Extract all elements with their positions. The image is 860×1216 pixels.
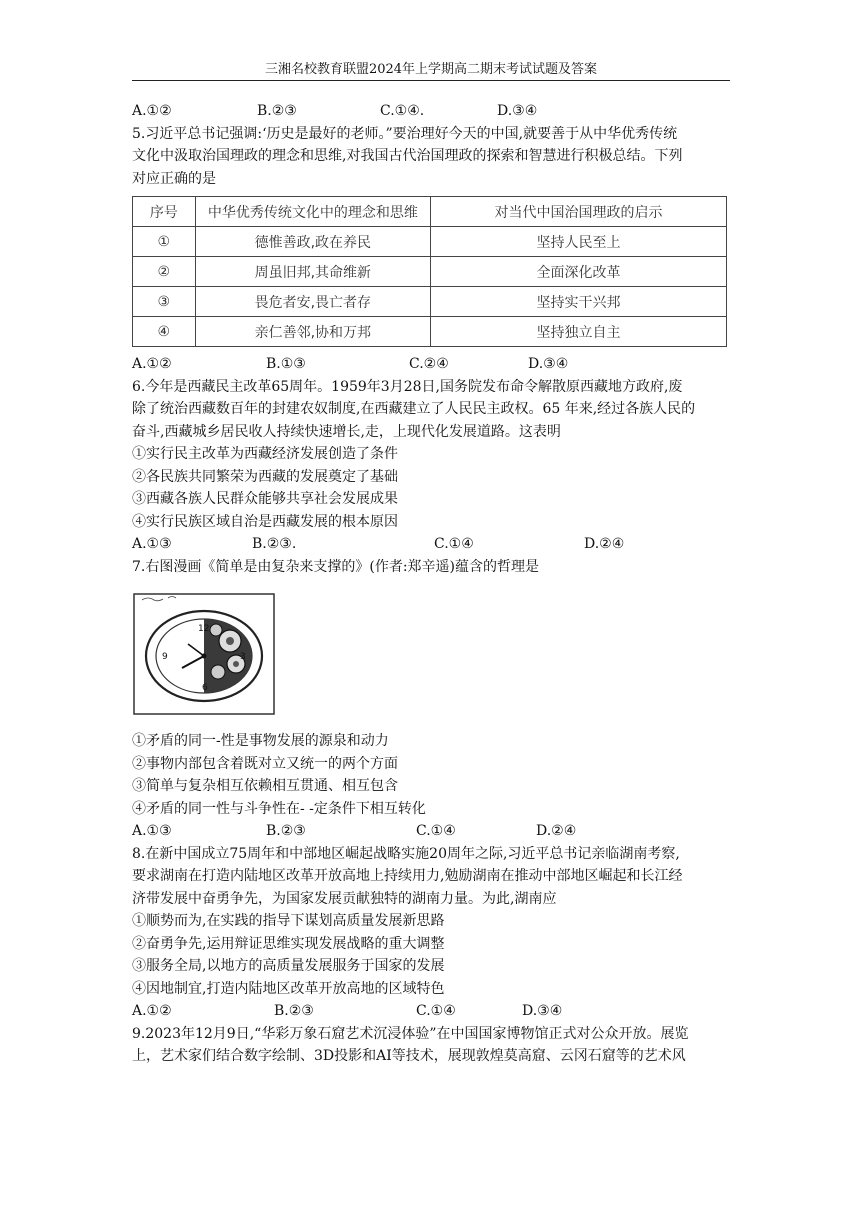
gear-icon [211, 665, 225, 679]
table-cell: 周虽旧邦,其命维新 [195, 257, 430, 287]
q5-option-b[interactable]: B.①③ [266, 356, 306, 372]
q6-item: ②各民族共同繁荣为西藏的发展奠定了基础 [132, 468, 398, 485]
table-cell: 坚持人民至上 [431, 227, 727, 257]
q8-item: ④因地制宜,打造内陆地区改革开放高地的区域特色 [132, 980, 445, 997]
q8-option-c[interactable]: C.①④ [416, 1003, 456, 1019]
q6-stem-line: 6.今年是西藏民主改革65周年。1959年3月28日,国务院发布命令解散原西藏地方政府,废 [132, 378, 683, 395]
q6-item: ①实行民主改革为西藏经济发展创造了条件 [132, 446, 398, 462]
q4-option-d[interactable]: D.③④ [497, 103, 538, 119]
table-cell: ④ [133, 317, 196, 347]
q7-option-b[interactable]: B.②③ [266, 823, 306, 839]
table-cell: 德惟善政,政在养民 [195, 227, 430, 257]
page-header: 三湘名校教育联盟2024年上学期高二期末考试试题及答案 [264, 62, 598, 77]
q9-stem-line: 9.2023年12月9日,“华彩万象石窟艺术沉浸体验”在中国国家博物馆正式对公众开放。展览 [132, 1025, 689, 1042]
q6-stem-line: 除了统治西藏数百年的封建农奴制度,在西藏建立了人民民主政权。65 年来,经过各族人民的 [132, 401, 696, 417]
q4-options [132, 100, 730, 123]
q7-item: ②事物内部包含着既对立又统一的两个方面 [132, 755, 398, 772]
question-content [132, 100, 730, 1068]
q8-item: ②奋勇争先,运用辩证思维实现发展战略的重大调整 [132, 935, 445, 952]
gear-hub [226, 637, 234, 645]
q5-stem-line: 文化中汲取治国理政的理念和思维,对我国古代治国理政的探索和智慧进行积极总结。下列 [132, 148, 683, 164]
clock-numeral: 9 [162, 652, 168, 662]
clock-numeral: 12 [198, 624, 210, 634]
table-cell: ③ [133, 287, 196, 317]
q5-stem-line: 5.习近平总书记强调:‘历史是最好的老师。”要治理好今天的中国,就要善于从中华优秀传统 [132, 125, 678, 142]
cartoon-illustration [132, 586, 278, 718]
q7-stem: 7.右图漫画《简单是由复杂来支撑的》(作者:郑辛遥)蕴含的哲理是 [132, 558, 539, 575]
table-row [133, 287, 727, 317]
q5-options [132, 353, 730, 376]
q6-option-b[interactable]: B.②③. [252, 536, 297, 552]
q5-option-a[interactable]: A.①② [132, 356, 172, 372]
q6-options [132, 533, 730, 556]
q5-option-c[interactable]: C.②④ [409, 356, 449, 372]
q6-stem-line: 奋斗,西藏城乡居民收人持续快速增长,走，上现代化发展道路。这表明 [132, 423, 561, 440]
q7-options [132, 820, 730, 843]
q6-option-c[interactable]: C.①④ [434, 536, 474, 552]
table-header-cell: 对当代中国治国理政的启示 [431, 197, 727, 227]
table-cell: ① [133, 227, 196, 257]
q8-item: ①顺势而为,在实践的指导下谋划高质量发展新思路 [132, 913, 445, 929]
table-cell: 亲仁善邻,协和万邦 [195, 317, 430, 347]
clock-numeral: 3 [240, 652, 246, 662]
q8-item: ③服务全局,以地方的高质量发展服务于国家的发展 [132, 958, 445, 974]
gear-hub [233, 661, 239, 667]
q9-stem-line: 上，艺术家们结合数字绘制、3D投影和AI等技术，展现敦煌莫高窟、云冈石窟等的艺术风 [132, 1048, 686, 1064]
table-cell: 全面深化改革 [431, 257, 727, 287]
signature-icon [142, 597, 176, 601]
clock-minute-hand [188, 644, 204, 656]
table-header-cell: 中华优秀传统文化中的理念和思维 [195, 197, 430, 227]
q5-table [132, 196, 727, 347]
q6-item: ④实行民族区域自治是西藏发展的根本原因 [132, 513, 398, 530]
table-header-row [133, 197, 727, 227]
q6-option-a[interactable]: A.①③ [132, 536, 172, 552]
clock-numeral: 6 [202, 683, 208, 693]
clock-center [202, 654, 207, 659]
table-cell: 坚持实干兴邦 [431, 287, 727, 317]
table-cell: ② [133, 257, 196, 287]
gear-icon [210, 624, 222, 636]
q5-option-d[interactable]: D.③④ [528, 356, 569, 372]
q8-stem-line: 要求湖南在打造内陆地区改革开放高地上持续用力,勉励湖南在推动中部地区崛起和长江经 [132, 868, 683, 884]
q4-option-c[interactable]: C.①④. [380, 103, 425, 119]
table-cell: 坚持独立自主 [431, 317, 727, 347]
header-divider [132, 80, 730, 81]
q7-item: ④矛盾的同一性与斗争性在- -定条件下相互转化 [132, 800, 426, 817]
q8-option-b[interactable]: B.②③ [274, 1003, 314, 1019]
q7-option-c[interactable]: C.①④ [416, 823, 456, 839]
q7-option-a[interactable]: A.①③ [132, 823, 172, 839]
q7-item: ③简单与复杂相互依赖相互贯通、相互包含 [132, 778, 398, 794]
q6-item: ③西藏各族人民群众能够共享社会发展成果 [132, 491, 398, 507]
clock-hour-hand [182, 656, 204, 668]
q7-item: ①矛盾的同一-性是事物发展的源泉和动力 [132, 733, 389, 749]
table-row [133, 317, 727, 347]
q4-option-a[interactable]: A.①② [132, 103, 172, 119]
q8-option-a[interactable]: A.①② [132, 1003, 172, 1019]
table-cell: 畏危者安,畏亡者存 [195, 287, 430, 317]
q5-stem-line: 对应正确的是 [132, 170, 216, 187]
table-header-cell: 序号 [133, 197, 196, 227]
q8-option-d[interactable]: D.③④ [522, 1003, 563, 1019]
table-row [133, 257, 727, 287]
q8-stem-line: 8.在新中国成立75周年和中部地区崛起战略实施20周年之际,习近平总书记亲临湖南考察, [132, 845, 680, 862]
q6-option-d[interactable]: D.②④ [584, 536, 625, 552]
q8-stem-line: 济带发展中奋勇争先，为国家发展贡献独特的湖南力量。为此,湖南应 [132, 890, 557, 907]
q7-option-d[interactable]: D.②④ [536, 823, 577, 839]
q4-option-b[interactable]: B.②③ [257, 103, 297, 119]
table-row [133, 227, 727, 257]
q8-options [132, 1000, 730, 1023]
